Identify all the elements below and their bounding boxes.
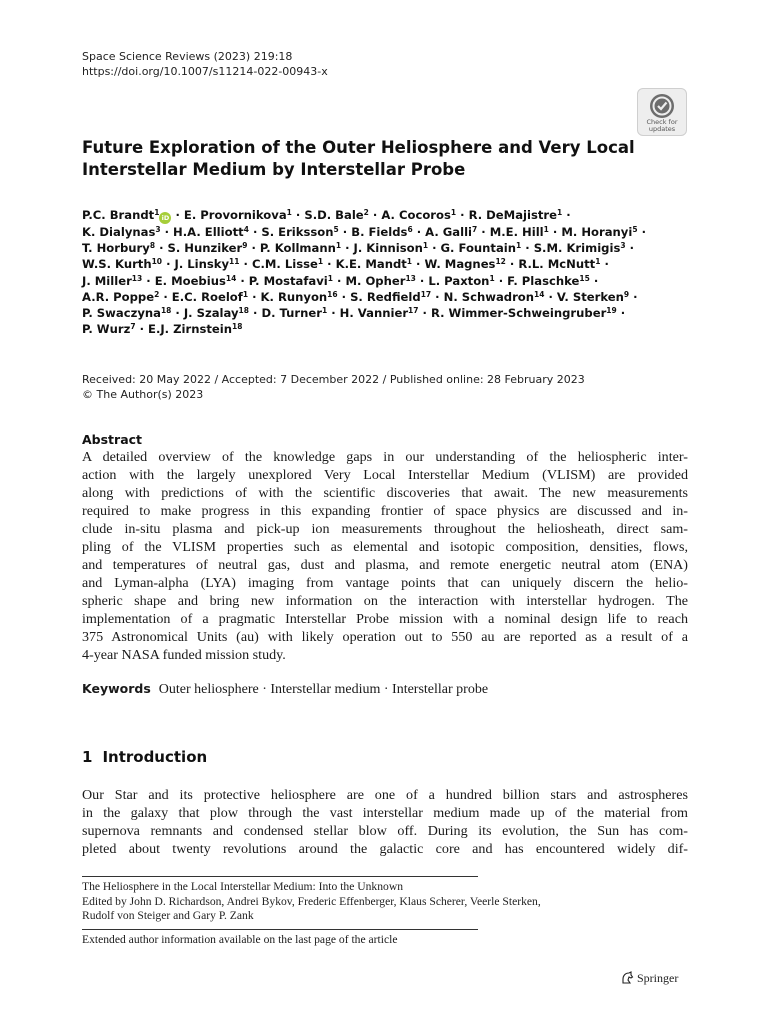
- keywords-heading: Keywords: [82, 681, 151, 696]
- springer-horse-icon: [620, 971, 634, 985]
- author-name: · R.L. McNutt: [505, 257, 596, 272]
- author-name: · S.D. Bale: [291, 208, 364, 222]
- author-name: · M. Opher: [332, 273, 406, 288]
- author-affiliation: 1: [557, 208, 563, 217]
- author-affiliation: 4: [243, 225, 249, 234]
- author-name: · B. Fields: [338, 225, 408, 239]
- text-line: in the galaxy that plow through the vast interstellar medium made up of the material from: [82, 805, 688, 821]
- text-line: and Lyman-alpha (LYA) imaging from vantage points that can uniquely discern the helio-: [82, 575, 688, 591]
- author-name: P. Wurz: [82, 322, 131, 337]
- text-line: required to make progress in this expanding frontier of space physics are discussed and in-: [82, 503, 688, 519]
- abstract-heading: Abstract: [82, 432, 143, 447]
- author-name: · N. Schwadron: [431, 289, 535, 304]
- author-name: P.C. Brandt: [82, 208, 155, 222]
- author-affiliation: 1: [516, 241, 522, 251]
- footnote-line: Rudolf von Steiger and Gary P. Zank: [82, 909, 254, 922]
- author-name: ·: [589, 273, 599, 288]
- text-line: spheric shape and bring new information on the interaction with interstellar hydrogen. The: [82, 593, 688, 609]
- author-affiliation: 16: [327, 289, 338, 299]
- section-number: 1: [82, 748, 93, 766]
- author-affiliation: 13: [405, 273, 416, 283]
- author-line: [82, 321, 692, 337]
- author-affiliation: 17: [420, 289, 432, 299]
- author-affiliation: 9: [242, 241, 248, 251]
- author-affiliation: 1: [450, 208, 457, 217]
- publication-dates: [82, 372, 585, 402]
- author-name: · S. Hunziker: [155, 241, 243, 256]
- author-affiliation: 1: [489, 273, 495, 283]
- author-name: · W. Magnes: [412, 257, 496, 272]
- author-affiliation: 1: [321, 306, 328, 316]
- footnote-divider-2: [82, 929, 478, 930]
- author-name: K. Dialynas: [82, 225, 156, 239]
- author-name: · S. Eriksson: [248, 225, 334, 239]
- author-affiliation: 5: [632, 225, 638, 234]
- check-for-updates-icon: [649, 93, 675, 119]
- footnote-divider: [82, 876, 478, 877]
- author-line: [82, 240, 692, 256]
- author-affiliation: 18: [160, 306, 172, 316]
- author-name: · P. Mostafavi: [236, 273, 328, 288]
- author-affiliation: 11: [229, 257, 240, 267]
- author-name: · C.M. Lisse: [239, 257, 318, 272]
- text-line: 4-year NASA funded mission study.: [82, 647, 286, 663]
- author-affiliation: 9: [623, 289, 630, 299]
- author-name: · E.C. Roelof: [159, 289, 243, 304]
- author-affiliation: 18: [232, 322, 243, 332]
- keywords-text: Outer heliosphere · Interstellar medium · Interstellar probe: [158, 682, 489, 697]
- author-affiliation: 7: [130, 322, 136, 332]
- author-affiliation: 1: [543, 225, 549, 234]
- author-line: [82, 256, 692, 272]
- text-line: pleted about twenty revolutions around the galactic core and has encountered widely dif-: [82, 841, 688, 857]
- publisher-logo: [620, 971, 678, 986]
- author-name: · D. Turner: [248, 306, 322, 321]
- author-affiliation: 2: [363, 208, 369, 217]
- author-name: · J. Kinnison: [341, 241, 423, 256]
- author-name: · J. Szalay: [171, 306, 239, 321]
- author-name: · A. Cocoros: [368, 208, 451, 222]
- paper-title: Future Exploration of the Outer Heliosphere and Very Local Interstellar Medium by Interstellar Probe: [82, 138, 635, 179]
- author-name: · V. Sterken: [544, 289, 624, 304]
- author-line: [82, 289, 692, 305]
- author-name: · E. Moebius: [142, 273, 226, 288]
- author-affiliation: 13: [131, 273, 143, 283]
- author-affiliation: 18: [238, 306, 249, 316]
- section-title: Introduction: [102, 748, 208, 766]
- section-heading: [82, 748, 207, 766]
- text-line: 375 Astronomical Units (au) with likely operation out to 550 au are reported as a result of a: [82, 629, 688, 645]
- author-affiliation: 15: [579, 273, 590, 283]
- doi-link[interactable]: https://doi.org/10.1007/s11214-022-00943-x: [82, 65, 328, 78]
- footnote-line: The Heliosphere in the Local Interstellar Medium: Into the Unknown: [82, 880, 403, 893]
- author-name: · R. DeMajistre: [456, 208, 557, 222]
- extended-author-info: Extended author information available on the last page of the article: [82, 933, 398, 946]
- author-affiliation: 7: [472, 225, 478, 234]
- author-affiliation: 12: [495, 257, 506, 267]
- author-name: · L. Paxton: [415, 273, 490, 288]
- author-affiliation: 8: [149, 241, 156, 251]
- author-affiliation: 1: [335, 241, 342, 251]
- author-affiliation: 1: [154, 208, 160, 217]
- author-name: ·: [625, 241, 635, 256]
- author-name: · M. Horanyi: [548, 225, 633, 239]
- author-name: · H. Vannier: [327, 306, 409, 321]
- author-name: J. Miller: [82, 273, 132, 288]
- author-list: [82, 207, 692, 337]
- check-for-updates-badge[interactable]: [637, 88, 687, 136]
- author-affiliation: 3: [620, 241, 626, 251]
- author-name: ·: [600, 257, 609, 272]
- author-name: · P. Kollmann: [247, 241, 336, 256]
- author-affiliation: 1: [242, 289, 249, 299]
- author-name: · A. Galli: [412, 225, 473, 239]
- author-affiliation: 1: [317, 257, 324, 267]
- abstract-body: [82, 448, 688, 664]
- author-name: · E. Provornikova: [171, 208, 287, 222]
- author-name: ·: [629, 289, 638, 304]
- author-affiliation: 5: [333, 225, 339, 234]
- footnote-line: Edited by John D. Richardson, Andrei Bykov, Frederic Effenberger, Klaus Scherer, Veerle Sterken,: [82, 894, 541, 908]
- text-line: A detailed overview of the knowledge gaps in our understanding of the heliospheric inter-: [82, 449, 688, 465]
- author-name: ·: [637, 225, 646, 239]
- author-name: ·: [616, 306, 626, 321]
- author-affiliation: 17: [408, 306, 419, 316]
- author-name: · K. Runyon: [248, 289, 328, 304]
- author-name: · S.M. Krimigis: [521, 241, 621, 256]
- author-name: W.S. Kurth: [82, 257, 152, 272]
- check-for-updates-label: Check for updates: [646, 118, 678, 133]
- author-name: · F. Plaschke: [494, 273, 580, 288]
- author-affiliation: 19: [606, 306, 617, 316]
- publisher-name: Springer: [637, 971, 679, 985]
- text-line: and temperatures of neutral gas, dust and plasma, and remote energetic neutral atom (ENA): [82, 557, 688, 573]
- author-name: · E.J. Zirnstein: [135, 322, 232, 337]
- date-history: Received: 20 May 2022 / Accepted: 7 December 2022 / Published online: 28 February 2023: [82, 373, 585, 386]
- author-affiliation: 1: [286, 208, 292, 217]
- text-line: implementation of a pragmatic Interstellar Probe mission with a nominal design life to reach: [82, 611, 688, 627]
- text-line: Our Star and its protective heliosphere are one of a hundred billion stars and astrospheres: [82, 787, 688, 803]
- author-name: · J. Linsky: [162, 257, 230, 272]
- author-affiliation: 14: [534, 289, 545, 299]
- author-affiliation: 14: [225, 273, 237, 283]
- author-affiliation: 1: [327, 273, 333, 283]
- text-line: supernova remnants and condensed stellar blow off. During its evolution, the Sun has com-: [82, 823, 688, 839]
- author-affiliation: 1: [406, 257, 413, 267]
- author-name: · H.A. Elliott: [160, 225, 244, 239]
- author-affiliation: 2: [154, 289, 160, 299]
- author-line: [82, 305, 692, 321]
- author-affiliation: 1: [595, 257, 601, 267]
- author-name: T. Horbury: [82, 241, 150, 256]
- author-name: · R. Wimmer-Schweingruber: [418, 306, 607, 321]
- author-line: [82, 224, 692, 240]
- text-line: clude in-situ plasma and pick-up ion measurements throughout the heliosheath, direct sam-: [82, 521, 688, 537]
- author-line: [82, 273, 692, 289]
- author-affiliation: 1: [422, 241, 429, 251]
- journal-header: [82, 49, 328, 79]
- introduction-body: [82, 786, 688, 858]
- author-name: · G. Fountain: [428, 241, 517, 256]
- text-line: pling of the VLISM properties such as elemental and isotopic composition, densities, flows,: [82, 539, 688, 555]
- author-name: · K.E. Mandt: [323, 257, 407, 272]
- author-affiliation: 10: [151, 257, 163, 267]
- author-affiliation: 3: [155, 225, 161, 234]
- keywords: [82, 680, 488, 699]
- text-line: action with the largely unexplored Very Local Interstellar Medium (VLISM) are provided: [82, 467, 688, 483]
- author-name: · S. Redfield: [337, 289, 421, 304]
- author-name: ·: [562, 208, 571, 222]
- orcid-icon[interactable]: iD: [159, 212, 171, 224]
- journal-citation: Space Science Reviews (2023) 219:18: [82, 50, 293, 63]
- author-name: A.R. Poppe: [82, 289, 155, 304]
- author-name: · M.E. Hill: [477, 225, 544, 239]
- author-name: P. Swaczyna: [82, 306, 161, 321]
- copyright: © The Author(s) 2023: [82, 388, 204, 401]
- footnote-editors: [82, 880, 541, 924]
- author-line: [82, 207, 692, 224]
- author-affiliation: 6: [407, 225, 413, 234]
- text-line: along with predictions of with the scientific discoveries that await. The new measurements: [82, 485, 688, 501]
